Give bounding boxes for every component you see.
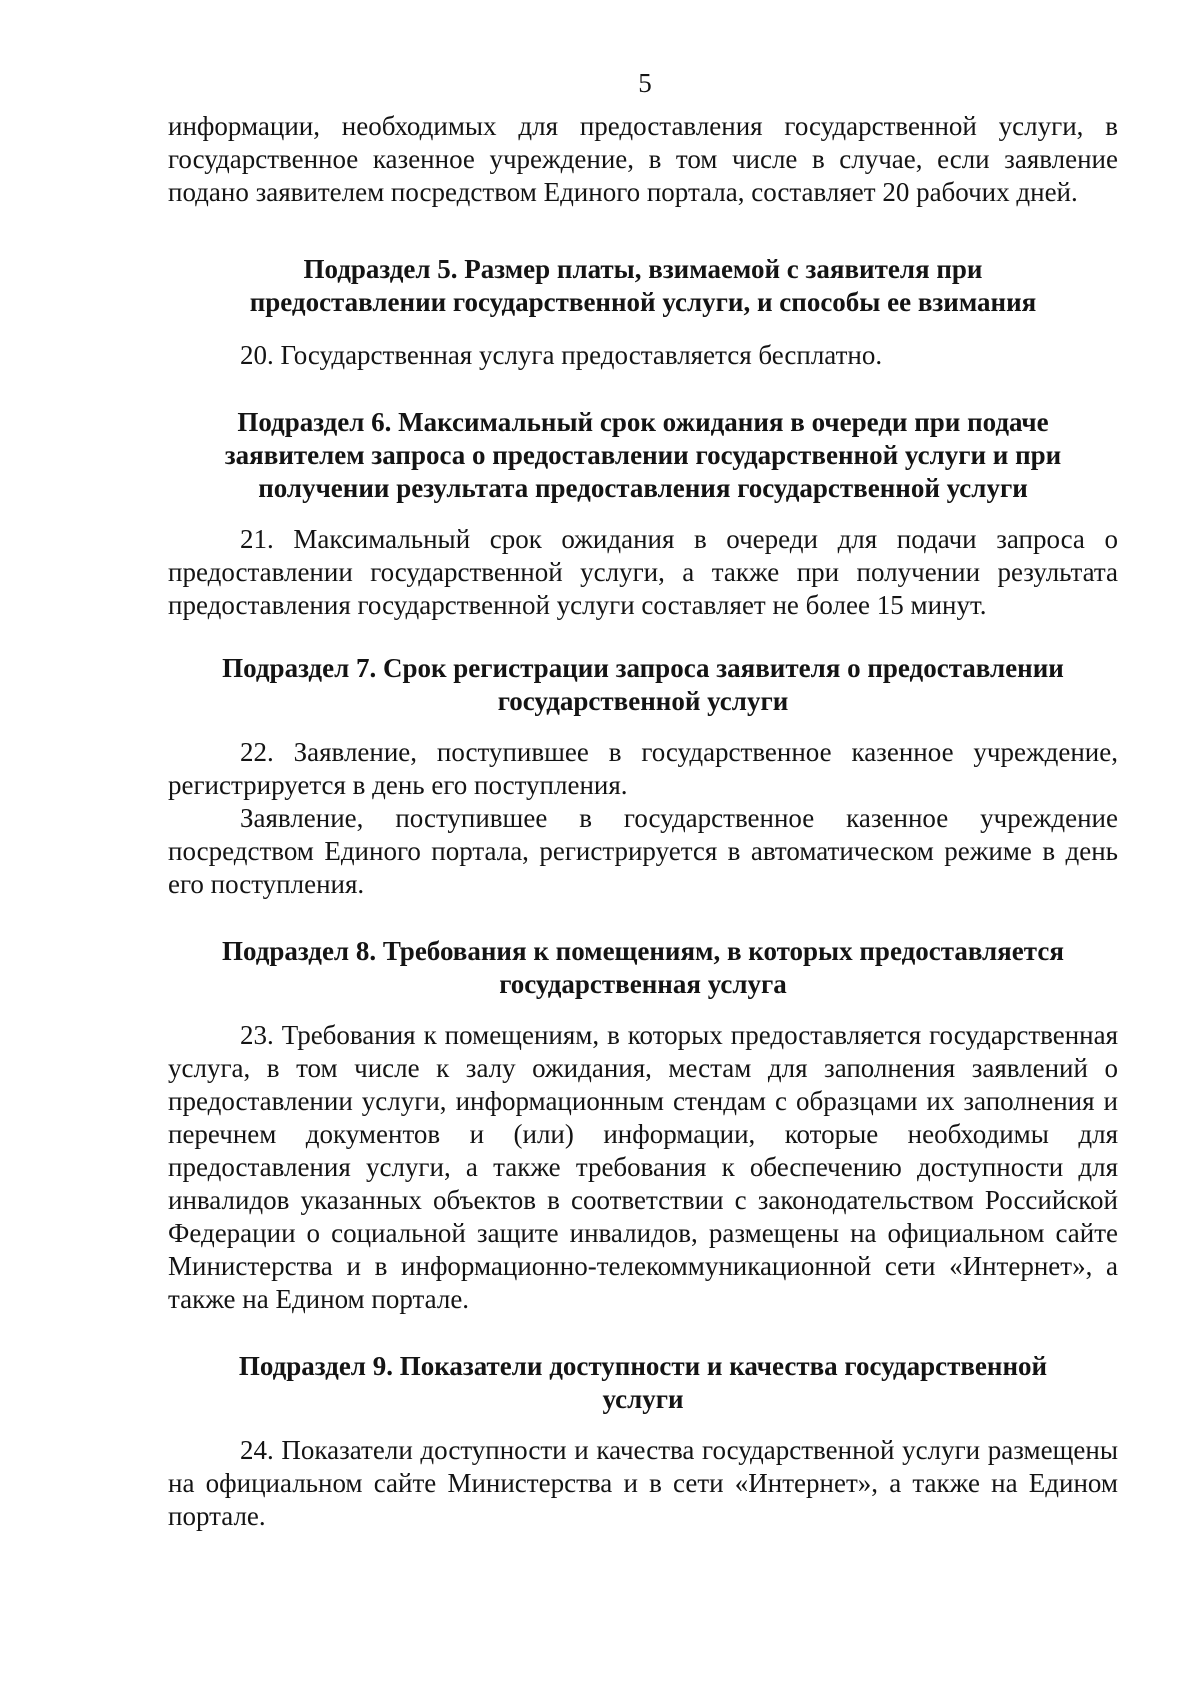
heading-subsection-5: Подраздел 5. Размер платы, взимаемой с заявителя при предоставлении государственной услуги, и способы ее взимания bbox=[249, 254, 1037, 317]
paragraph-22: 22. Заявление, поступившее в государственное казенное учреждение, регистрируется в день его поступления. bbox=[168, 737, 1118, 800]
heading-subsection-8: Подраздел 8. Требования к помещениям, в которых предоставляется государственная услуга bbox=[222, 936, 1064, 999]
paragraph-23: 23. Требования к помещениям, в которых предоставляется государственная услуга, в том числе к залу ожидания, местам для заполнения заявлений о предоставлении услуги, информационным стендам с образцами их заполнения и перечнем документов и (или) информации, которые необходимы для предоставления услуги, а также требования к обеспечению доступности для инвалидов указанных объектов в соответствии с законодательством Российской Федерации о социальной защите инвалидов, размещены на официальном сайте Министерства и в информационно-телекоммуникационной сети «Интернет», а также на Едином портале. bbox=[168, 1020, 1118, 1314]
paragraph-continuation: информации, необходимых для предоставления государственной услуги, в государственное казенное учреждение, в том числе в случае, если заявление подано заявителем посредством Единого портала, составляет 20 рабочих дней. bbox=[168, 111, 1118, 207]
paragraph-21: 21. Максимальный срок ожидания в очереди для подачи запроса о предоставлении государственной услуги, а также при получении результата предоставления государственной услуги составляет не более 15 минут. bbox=[168, 524, 1118, 620]
document-body bbox=[168, 110, 1118, 1533]
paragraph-22-continued: Заявление, поступившее в государственное казенное учреждение посредством Единого портала, регистрируется в автоматическом режиме в день его поступления. bbox=[168, 803, 1118, 899]
page-number: 5 bbox=[638, 68, 652, 98]
paragraph-24: 24. Показатели доступности и качества государственной услуги размещены на официальном сайте Министерства и в сети «Интернет», а также на Едином портале. bbox=[168, 1435, 1118, 1531]
heading-subsection-7: Подраздел 7. Срок регистрации запроса заявителя о предоставлении государственной услуги bbox=[222, 653, 1064, 716]
paragraph-20: 20. Государственная услуга предоставляется бесплатно. bbox=[240, 340, 883, 370]
heading-subsection-6: Подраздел 6. Максимальный срок ожидания в очереди при подаче заявителем запроса о предоставлении государственной услуги и при получении результата предоставления государственной услуги bbox=[224, 407, 1062, 503]
heading-subsection-9: Подраздел 9. Показатели доступности и качества государственной услуги bbox=[238, 1351, 1048, 1414]
